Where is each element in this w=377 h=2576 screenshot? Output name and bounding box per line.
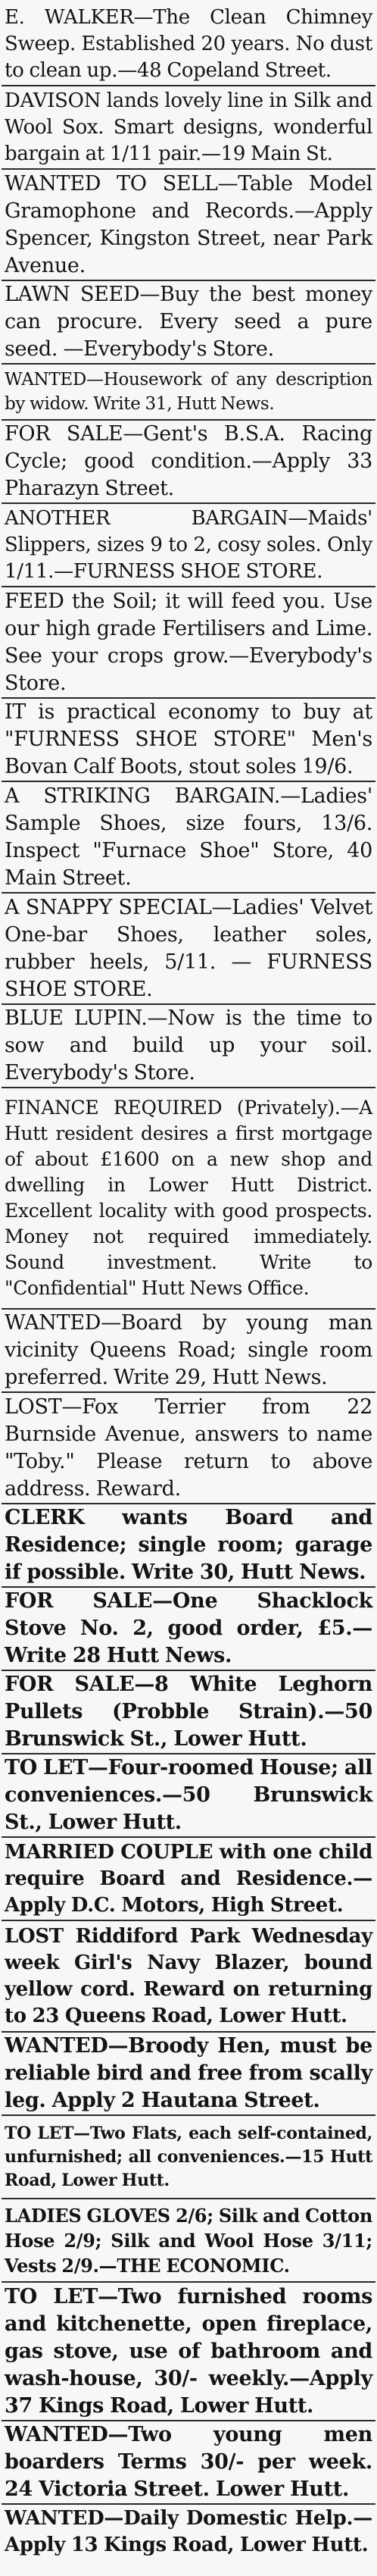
ad-text: FINANCE REQUIRED (Privately).—A Hutt resident desires a first mortgage of about £1600 on a new shop and dwelling in Lower Hutt District. Excellent locality with good prospects. Money not required immediately. Sound investment. Write to "Confidential" Hutt News Office. xyxy=(5,1097,372,1299)
ad-text: WANTED—Two young men boarders Terms 30/- per week. 24 Victoria Street. Lower Hutt. xyxy=(5,2423,372,2501)
ad-text: TO LET—Two Flats, each self-contained, unfurnished; all conveniences.—15 Hutt Road, Lower Hutt. xyxy=(5,2123,372,2190)
ad-text: LOST—Fox Terrier from 22 Burnside Avenue, answers to name "Toby." Please return to above address. Reward. xyxy=(5,1394,372,1501)
classified-ad xyxy=(3,504,374,586)
ad-text: LAWN SEED—Buy the best money can procure. Every seed a pure seed. —Everybody's Store. xyxy=(5,283,372,361)
classified-ad xyxy=(3,170,374,280)
classified-ad xyxy=(3,86,374,168)
classified-ad xyxy=(3,1005,374,1087)
classified-ad xyxy=(3,1754,374,1836)
ad-text: FEED the Soil; it will feed you. Use our high grade Fertilisers and Lime. See your crops grow.—Everybody's Store. xyxy=(5,589,372,695)
classified-ad xyxy=(3,1921,374,2031)
classified-ad xyxy=(3,699,374,781)
ad-text: CLERK wants Board and Residence; single room; garage if possible. Write 30, Hutt News. xyxy=(5,1506,372,1584)
ad-text: MARRIED COUPLE with one child require Board and Residence.—Apply D.C. Motors, High Street. xyxy=(5,1840,372,1917)
ad-text: DAVISON lands lovely line in Silk and Wool Sox. Smart designs, wonderful bargain at 1/11 pair.—19 Main St. xyxy=(5,89,372,165)
classified-ad xyxy=(3,421,374,502)
classified-ad xyxy=(3,2116,374,2198)
classified-ad xyxy=(3,1588,374,1670)
classified-ad xyxy=(3,1088,374,1308)
ad-text: A STRIKING BARGAIN.—Ladies' Sample Shoes, size fours, 13/6. Inspect "Furnace Shoe" Store, 40 Main Street. xyxy=(5,784,372,890)
classified-ad xyxy=(3,2421,374,2503)
classified-ad xyxy=(3,281,374,363)
classified-ad xyxy=(3,894,374,1003)
classified-ad xyxy=(3,1310,374,1391)
ad-text: IT is practical economy to buy at "FURNESS SHOE STORE" Men's Bovan Calf Boots, stout soles 19/6. xyxy=(5,700,372,778)
ad-text: ANOTHER BARGAIN—Maids' Slippers, sizes 9 to 2, cosy soles. Only 1/11.—FURNESS SHOE STORE. xyxy=(5,506,372,583)
ad-text: FOR SALE—One Shacklock Stove No. 2, good order, £5.—Write 28 Hutt News. xyxy=(5,1589,372,1667)
ad-text: WANTED—Daily Domestic Help.—Apply 13 Kings Road, Lower Hutt. xyxy=(5,2507,372,2556)
ad-text: FOR SALE—Gent's B.S.A. Racing Cycle; good condition.—Apply 33 Pharazyn Street. xyxy=(5,422,372,500)
ad-text: FOR SALE—8 White Leghorn Pullets (Probble Strain).—50 Brunswick St., Lower Hutt. xyxy=(5,1673,372,1751)
ad-text: LADIES GLOVES 2/6; Silk and Cotton Hose 2/9; Silk and Wool Hose 3/11; Vests 2/9.—THE ECONOMIC. xyxy=(5,2204,372,2277)
classified-ad xyxy=(3,365,374,419)
ad-text: TO LET—Two furnished rooms and kitchenette, open fireplace, gas stove, use of bathroom and wash-house, 30/- weekly.—Apply 37 Kings Road, Lower Hutt. xyxy=(5,2284,372,2418)
classified-ad xyxy=(3,2505,374,2559)
ad-text: E. WALKER—The Clean Chimney Sweep. Established 20 years. No dust to clean up.—48 Copeland Street. xyxy=(5,5,372,82)
classified-ad xyxy=(3,3,374,85)
ad-text: LOST Riddiford Park Wednesday week Girl's Navy Blazer, bound yellow cord. Reward on returning to 23 Queens Road, Lower Hutt. xyxy=(5,1924,372,2027)
ad-text: TO LET—Four-roomed House; all conveniences.—50 Brunswick St., Lower Hutt. xyxy=(5,1756,372,1834)
classified-ad xyxy=(3,1393,374,1503)
classified-ad xyxy=(3,782,374,892)
classified-ad xyxy=(3,1671,374,1753)
classified-ad xyxy=(3,2033,374,2114)
ad-text: WANTED—Housework of any description by widow. Write 31, Hutt News. xyxy=(5,370,372,414)
classified-ad xyxy=(3,2199,374,2281)
ad-text: BLUE LUPIN.—Now is the time to sow and build up your soil. Everybody's Store. xyxy=(5,1006,372,1085)
classified-ad xyxy=(3,587,374,697)
classified-ad xyxy=(3,1504,374,1586)
classified-ad xyxy=(3,2283,374,2420)
ad-text: WANTED TO SELL—Table Model Gramophone and Records.—Apply Spencer, Kingston Street, near Park Avenue. xyxy=(5,171,372,277)
classified-ad xyxy=(3,1838,374,1920)
ad-text: WANTED—Board by young man vicinity Queens Road; single room preferred. Write 29, Hutt News. xyxy=(5,1311,372,1389)
ad-text: WANTED—Broody Hen, must be reliable bird and free from scally leg. Apply 2 Hautana Street. xyxy=(5,2034,372,2112)
ad-text: A SNAPPY SPECIAL—Ladies' Velvet One-bar Shoes, leather soles, rubber heels, 5/11. — FURNESS SHOE STORE. xyxy=(5,895,372,1001)
